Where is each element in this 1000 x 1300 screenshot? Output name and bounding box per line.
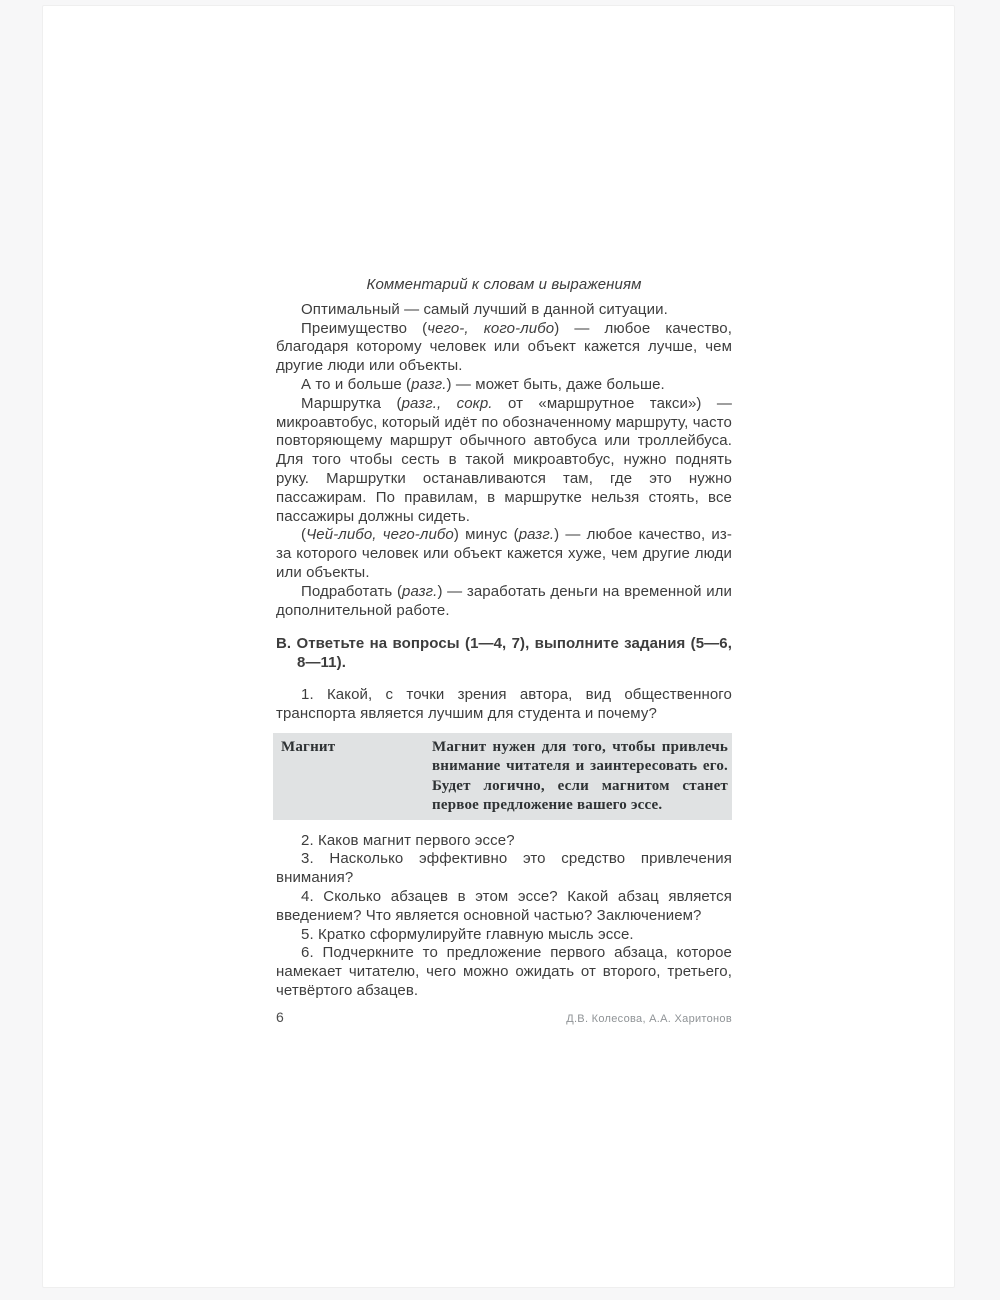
task-section-header: В. Ответьте на вопросы (1—4, 7), выполните задания (5—6, 8—11). [276, 635, 732, 672]
question-5: 5. Кратко сформулируйте главную мысль эссе. [301, 925, 634, 943]
comment-paragraph: (Чей-либо, чего-либо) минус (разг.) — любое качество, из-за которого человек или объект кажется хуже, чем другие люди или объекты. [276, 526, 732, 581]
question-4: 4. Сколько абзацев в этом эссе? Какой абзац является введением? Что является основной частью? Заключением? [276, 887, 732, 924]
page-text-block [276, 276, 732, 1001]
page-number: 6 [276, 1009, 284, 1025]
questions-list [276, 832, 732, 1001]
book-page [42, 5, 955, 1288]
question-6: 6. Подчеркните то предложение первого абзаца, которое намекает читателю, чего можно ожидать от второго, третьего, четвёртого абзацев. [276, 944, 732, 999]
comment-paragraph: А то и больше (разг.) — может быть, даже больше. [301, 375, 665, 393]
question-1: 1. Какой, с точки зрения автора, вид общественного транспорта является лучшим для студента и почему? [276, 685, 732, 722]
magnit-box-text: Магнит нужен для того, чтобы привлечь внимание читателя и заинтересовать его. Будет логично, если магнитом станет первое предложение вашего эссе. [432, 738, 728, 814]
comment-paragraph: Оптимальный — самый лучший в данной ситуации. [301, 300, 668, 318]
page-footer [276, 1009, 732, 1025]
question-2: 2. Каков магнит первого эссе? [301, 831, 515, 849]
magnit-definition-box [273, 733, 732, 820]
comment-section-title: Комментарий к словам и выражениям [366, 276, 642, 293]
comment-paragraph: Преимущество (чего-, кого-либо) — любое качество, благодаря которому человек или объект кажется лучше, чем другие люди или объекты. [276, 319, 733, 375]
comment-paragraph: Подработать (разг.) — заработать деньги на временной или дополнительной работе. [276, 582, 732, 619]
footer-authors: Д.В. Колесова, А.А. Харитонов [566, 1013, 732, 1025]
question-3: 3. Насколько эффективно это средство привлечения внимания? [276, 850, 732, 887]
magnit-box-label: Магнит [281, 738, 336, 755]
comment-paragraph: Маршрутка (разг., сокр. от «маршрутное такси») — микроавтобус, который идёт по обозначенному маршруту, часто повторяющему маршрут обычного автобуса или троллейбуса. Для того чтобы сесть в такой микроавтобус, нужно поднять руку. Маршрутки останавливаются там, где это нужно пассажирам. По правилам, в маршрутке нельзя стоять, все пассажиры должны сидеть. [276, 394, 732, 525]
